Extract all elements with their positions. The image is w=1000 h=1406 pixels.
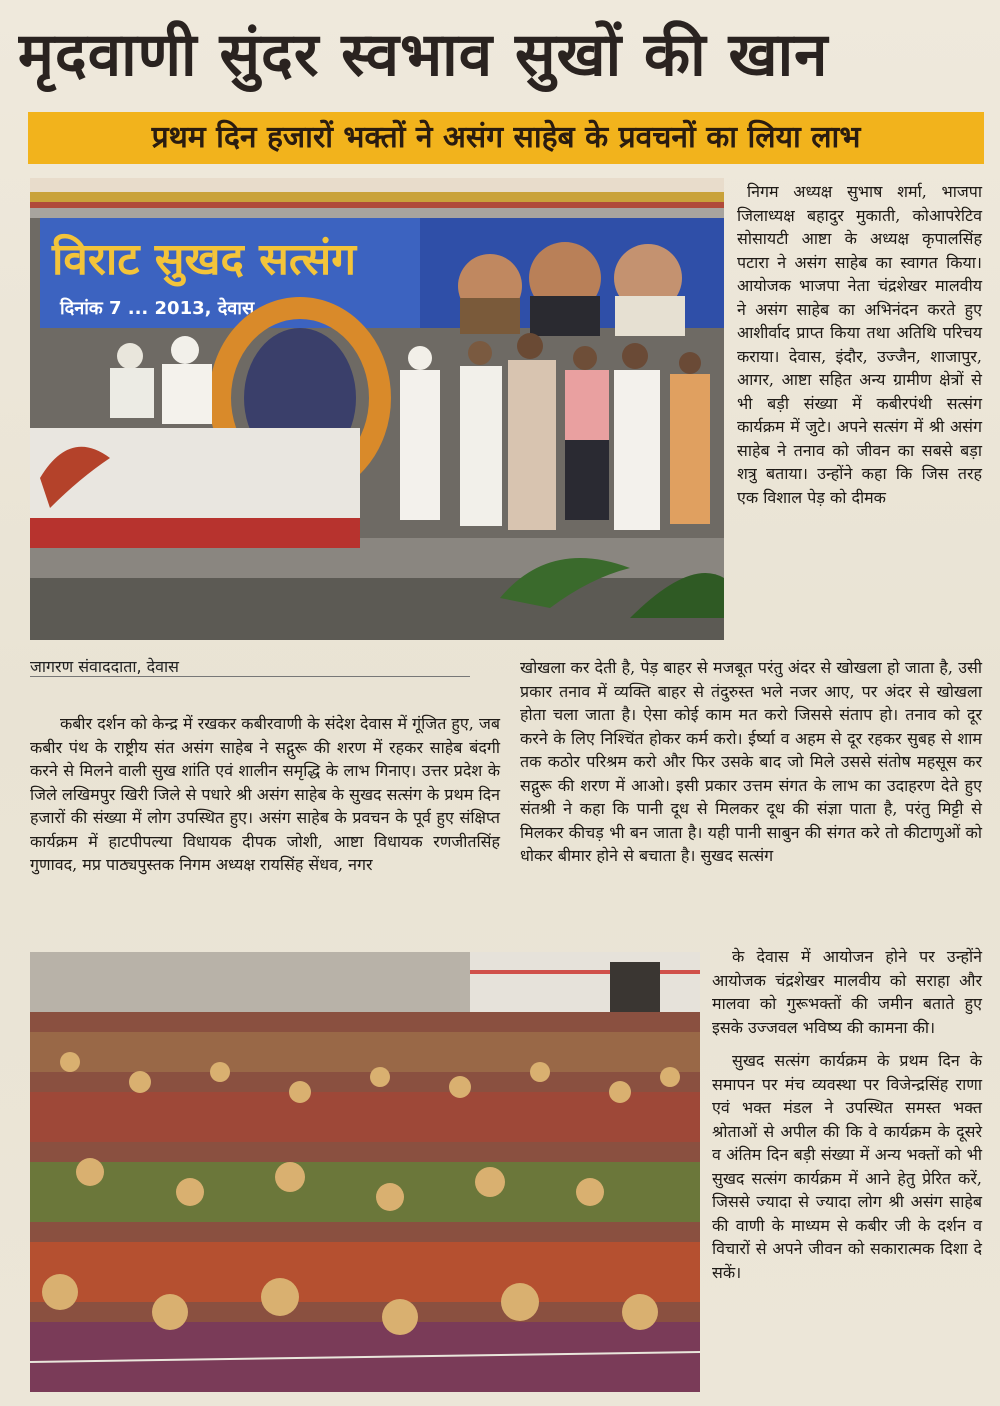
article-column-right-top [737, 180, 982, 509]
article-paragraph: के देवास में आयोजन होने पर उन्होंने आयोजक चंद्रशेखर मालवीय को सराहा और मालवा को गुरूभक्तों की जमीन बताते हुए इसके उज्जवल भविष्य की कामना की। [712, 947, 982, 1037]
byline: जागरण संवाददाता, देवास [30, 657, 180, 676]
article-paragraph: सुखद सत्संग कार्यक्रम के प्रथम दिन के समापन पर मंच व्यवस्था पर विजेन्द्रसिंह राणा एवं भक्त मंडल ने उपस्थित समस्त भक्त श्रोताओं से अपील की कि वे कार्यक्रम के दूसरे व अंतिम दिन बड़ी संख्या में अन्य भक्तों को भी सुखद सत्संग कार्यक्रम में आने हेतु प्रेरित करें, जिससे ज्यादा से ज्यादा लोग श्री असंग साहेब की वाणी के माध्यम से कबीर जी के दर्शन व विचारों से अपने जीवन को सकारात्मक दिशा दे सकें। [712, 1051, 982, 1282]
article-column-middle [520, 656, 982, 868]
article-paragraph: कबीर दर्शन को केन्द्र में रखकर कबीरवाणी के संदेश देवास में गूंजित हुए, जब कबीर पंथ के राष्ट्रीय संत असंग साहेब ने सद्गुरू की शरण में रहकर साहेब बंदगी करने से मिलने वाली सुख शांति एवं शालीन समृद्धि के लाभ गिनाए। उत्तर प्रदेश के जिले लखिमपुर खिरी जिले से पधारे श्री असंग साहेब के सुखद सत्संग के प्रथम दिन हजारों की संख्या में लोग उपस्थित हुए। असंग साहेब के प्रवचन के पूर्व हुए संक्षिप्त कार्यक्रम में हाटपीपल्या विधायक दीपक जोशी, आष्टा विधायक रणजीतसिंह गुणावद, मप्र पाठ्यपुस्तक निगम अध्यक्ष रायसिंह सेंधव, नगर [30, 714, 500, 874]
banner-title: विराट सुखद सत्संग [52, 234, 357, 285]
article-column-right-bottom [712, 945, 982, 1284]
stage-photo [30, 178, 724, 640]
article-column-left [30, 712, 500, 877]
article-paragraph: निगम अध्यक्ष सुभाष शर्मा, भाजपा जिलाध्यक्ष बहादुर मुकाती, कोआपरेटिव सोसायटी आष्टा के अध्यक्ष कृपालसिंह पटारा ने असंग साहेब का स्वागत किया। आयोजक भाजपा नेता चंद्रशेखर मालवीय ने असंग साहेब का अभिनंदन करते हुए आशीर्वाद प्राप्त किया तथा अतिथि परिचय कराया। देवास, इंदौर, उज्जैन, शाजापुर, आगर, आष्टा सहित अन्य ग्रामीण क्षेत्रों से भी बड़ी संख्या में कबीरपंथी सत्संग कार्यक्रम में जुटे। अपने सत्संग में श्री असंग साहेब ने तनाव को जीवन का सबसे बड़ा शत्रु बताया। उन्होंने कहा कि जिस तरह एक विशाल पेड़ को दीमक [737, 182, 982, 507]
crowd-photo [30, 952, 700, 1392]
article-paragraph: खोखला कर देती है, पेड़ बाहर से मजबूत परंतु अंदर से खोखला हो जाता है, उसी प्रकार तनाव में व्यक्ति बाहर से तंदुरुस्त भले नजर आए, पर अंदर से खोखला होता चला जाता है। ऐसा कोई काम मत करो जिससे संताप हो। तनाव को दूर करने के लिए निश्चिंत होकर कर्म करो। ईर्ष्या व अहम से दूर रहकर सुबह से शाम तक कठोर परिश्रम करो और फिर उसके बाद जो मिले उससे संतोष महसूस कर सद्गुरू की शरण में आओ। इसी प्रकार उत्तम संगत के लाभ का उदाहरण देते हुए संतश्री ने कहा कि पानी दूध से मिलकर दूध की संज्ञा पाता है, परंतु मिट्टी से मिलकर कीचड़ भी बन जाता है। यही पानी साबुन की संगत करे तो कीटाणुओं को धोकर बीमार होने से बचाता है। सुखद सत्संग [520, 658, 982, 865]
byline-rule [30, 676, 470, 677]
headline: मृदवाणी सुंदर स्वभाव सुखों की खान [18, 20, 829, 90]
banner-date: दिनांक 7 ... 2013, देवास [60, 298, 255, 319]
subheadline: प्रथम दिन हजारों भक्तों ने असंग साहेब के प्रवचनों का लिया लाभ [151, 120, 861, 155]
